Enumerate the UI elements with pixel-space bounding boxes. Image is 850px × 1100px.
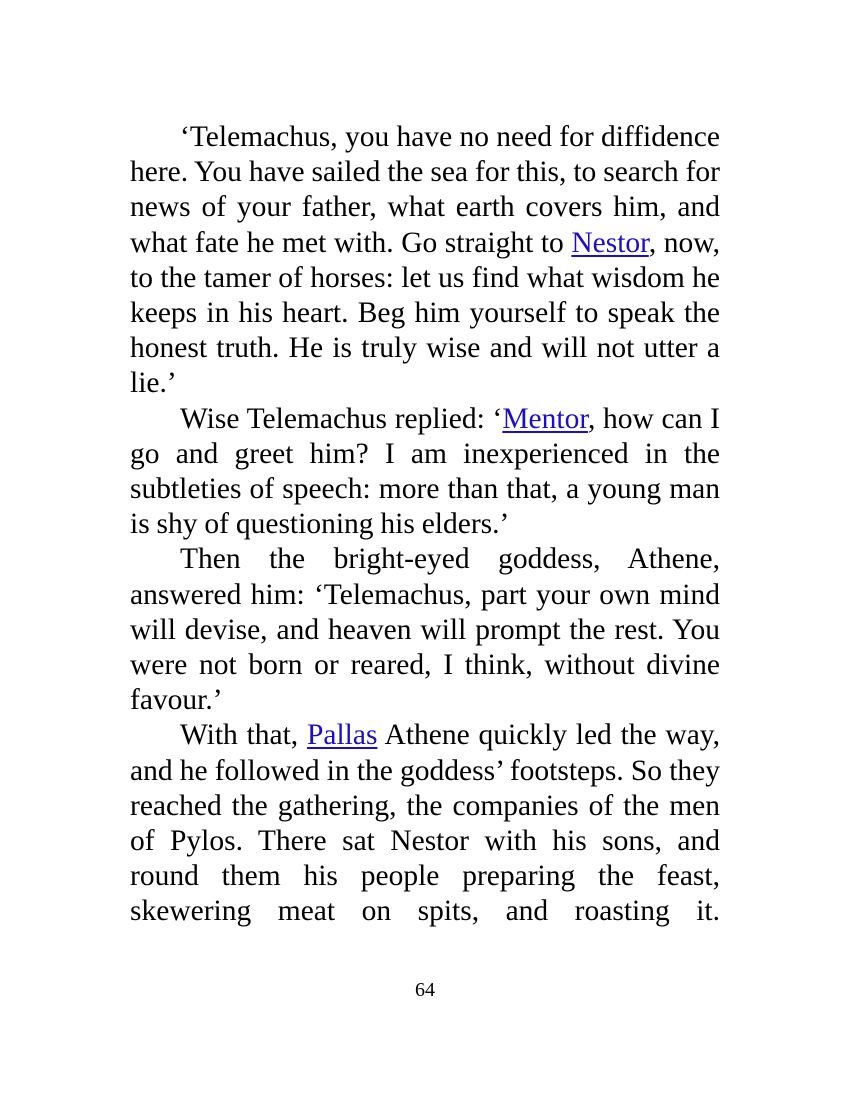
paragraph-text: ‘Telemachus, you have no need for diffidence here. You have sailed the sea for this, to search for news of your father, what earth covers him, and what fate he met with. Go straight to [130, 121, 720, 259]
paragraph-text: Then the bright-eyed goddess, Athene, answered him: ‘Telemachus, part your own mind will devise, and heaven will prompt the rest. You were not born or reared, I think, without divine favour.’ [130, 543, 720, 717]
link-mentor[interactable]: Mentor [502, 402, 588, 435]
link-nestor[interactable]: Nestor [571, 226, 649, 259]
link-pallas[interactable]: Pallas [306, 719, 378, 752]
paragraph-2 [130, 402, 720, 543]
paragraph-3 [130, 542, 720, 718]
paragraph-text: , now, to the tamer of horses: let us find what wisdom he keeps in his heart. Beg him yourself to speak the honest truth. He is truly wise and will not utter a lie.’ [130, 226, 721, 400]
paragraph-text: , how can I go and greet him? I am inexperienced in the subtleties of speech: more than that, a young man is shy of questioning his elders.’ [130, 402, 720, 541]
paragraph-text: Wise Telemachus replied: ‘ [180, 402, 503, 435]
paragraph-text: Athene quickly led the way, and he followed in the goddess’ footsteps. So they reached the gathering, the companies of the men of Pylos. There sat Nestor with his sons, and round them his people preparing the feast, skewering meat on spits, and roasting it. [130, 719, 720, 928]
paragraph-text: With that, [180, 719, 307, 752]
paragraph-4 [130, 718, 720, 929]
paragraph-1 [130, 120, 720, 402]
page-body-text [130, 120, 720, 930]
page-number: 64 [415, 979, 435, 1001]
